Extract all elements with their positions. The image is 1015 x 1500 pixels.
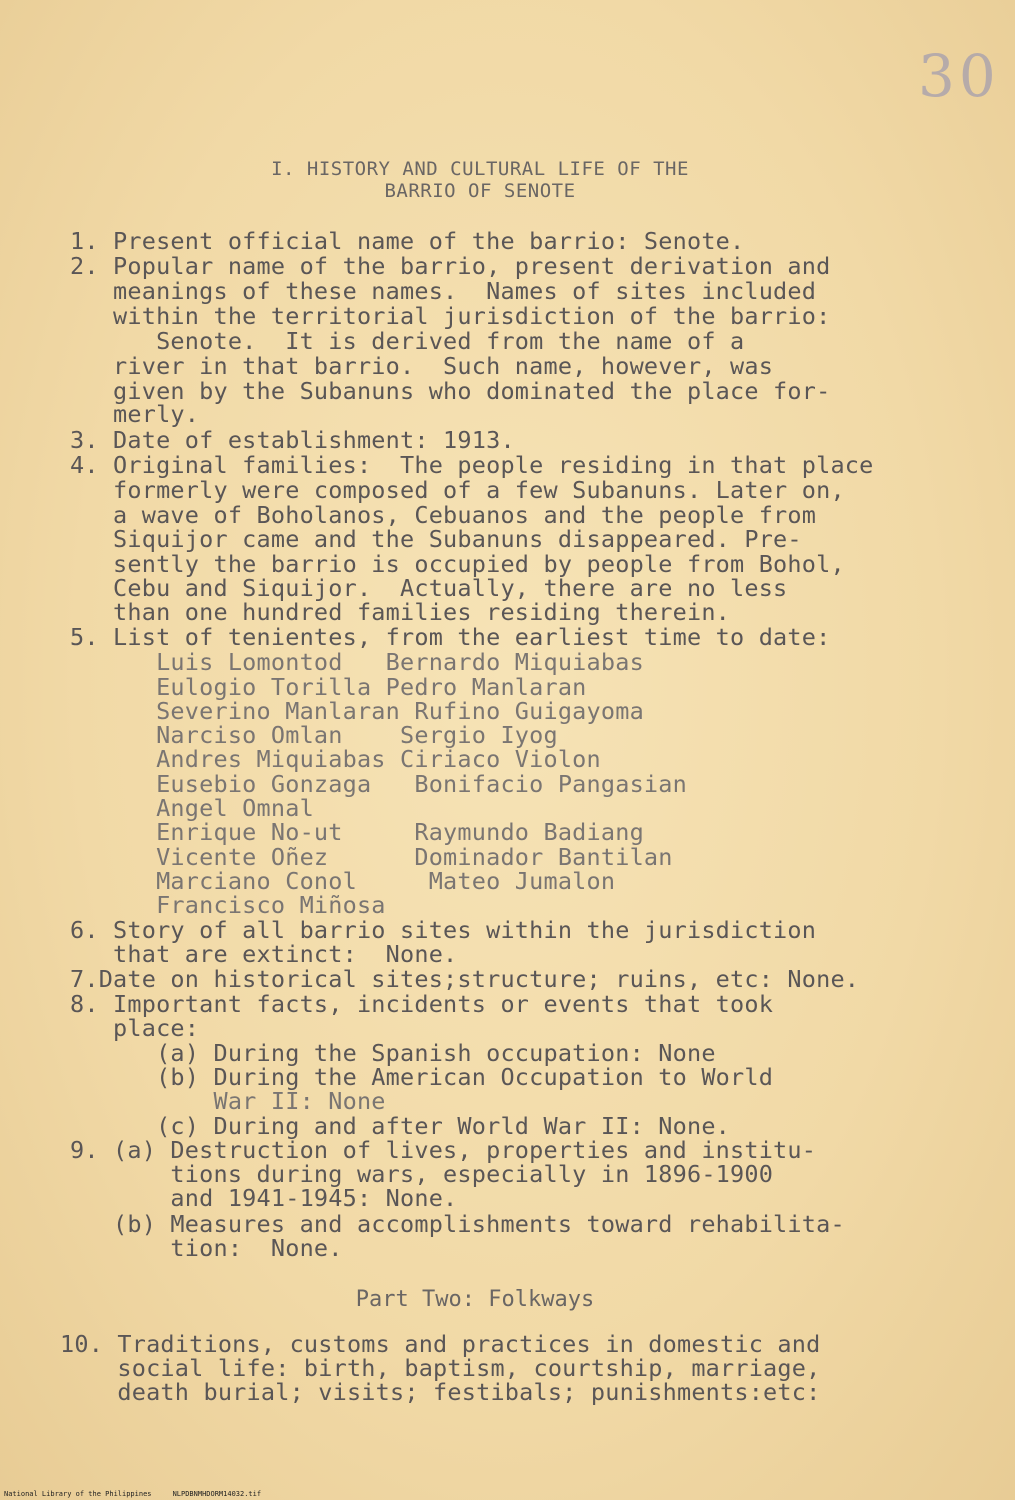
body-line: merly.: [70, 400, 200, 428]
teniente-row: Francisco Miñosa: [70, 891, 386, 919]
body-line: place:: [70, 1014, 200, 1042]
body-line: tions during wars, especially in 1896-1900: [70, 1160, 774, 1188]
teniente-row: Andres Miquiabas Ciriaco Violon: [70, 745, 601, 773]
body-line: Senote. It is derived from the name of a: [70, 327, 745, 355]
body-line: and 1941-1945: None.: [70, 1184, 458, 1212]
archive-footer: National Library of the Philippines NLPDBNMHDORM14032.tif: [4, 1490, 262, 1498]
teniente-row: Enrique No-ut Raymundo Badiang: [70, 818, 644, 846]
body-line: 6. Story of all barrio sites within the jurisdiction: [70, 916, 817, 944]
body-line: death burial; visits; festibals; punishments:etc:: [60, 1378, 821, 1406]
title-line-1: I. HISTORY AND CULTURAL LIFE OF THE: [271, 158, 689, 180]
body-line: Cebu and Siquijor. Actually, there are no less: [70, 574, 788, 602]
body-line: (c) During and after World War II: None.: [70, 1112, 731, 1140]
teniente-row: Eulogio Torilla Pedro Manlaran: [70, 673, 587, 701]
body-line: 9. (a) Destruction of lives, properties and institu-: [70, 1136, 817, 1164]
body-line: (b) Measures and accomplishments toward rehabilita-: [70, 1210, 845, 1238]
body-line: sently the barrio is occupied by people from Bohol,: [70, 550, 845, 578]
body-line: (a) During the Spanish occupation: None: [70, 1039, 716, 1067]
body-line: formerly were composed of a few Subanuns. Later on,: [70, 476, 845, 504]
teniente-row: Severino Manlaran Rufino Guigayoma: [70, 697, 644, 725]
teniente-row: Vicente Oñez Dominador Bantilan: [70, 843, 673, 871]
body-line: 8. Important facts, incidents or events that took: [70, 990, 774, 1018]
teniente-row: Eusebio Gonzaga Bonifacio Pangasian: [70, 770, 687, 798]
body-line: Siquijor came and the Subanuns disappeared. Pre-: [70, 525, 802, 553]
body-line: tion: None.: [70, 1234, 343, 1262]
body-line: a wave of Boholanos, Cebuanos and the people from: [70, 501, 817, 529]
body-line: 7.Date on historical sites;structure; ruins, etc: None.: [70, 965, 860, 993]
body-line: river in that barrio. Such name, however, was: [70, 352, 774, 380]
teniente-row: Luis Lomontod Bernardo Miquiabas: [70, 648, 644, 676]
body-line: 1. Present official name of the barrio: Senote.: [70, 227, 745, 255]
body-line: within the territorial jurisdiction of the barrio:: [70, 302, 831, 330]
body-line: than one hundred families residing therein.: [70, 598, 731, 626]
body-line: War II: None: [70, 1087, 386, 1115]
page-number: 30: [918, 42, 1000, 110]
teniente-row: Narciso Omlan Sergio Iyog: [70, 721, 558, 749]
body-line: given by the Subanuns who dominated the place for-: [70, 377, 831, 405]
body-line: 3. Date of establishment: 1913.: [70, 426, 515, 454]
body-line: (b) During the American Occupation to World: [70, 1063, 774, 1091]
body-line: meanings of these names. Names of sites included: [70, 277, 817, 305]
body-line: that are extinct: None.: [70, 940, 458, 968]
body-line: 2. Popular name of the barrio, present derivation and: [70, 252, 831, 280]
body-line: 10. Traditions, customs and practices in domestic and: [60, 1330, 821, 1358]
body-line: social life: birth, baptism, courtship, marriage,: [60, 1354, 821, 1382]
section-heading: Part Two: Folkways: [355, 1287, 595, 1312]
teniente-row: Angel Omnal: [70, 794, 314, 822]
body-line: 5. List of tenientes, from the earliest time to date:: [70, 623, 831, 651]
body-line: 4. Original families: The people residing in that place: [70, 451, 874, 479]
title-line-2: BARRIO OF SENOTE: [384, 180, 576, 202]
teniente-row: Marciano Conol Mateo Jumalon: [70, 867, 616, 895]
